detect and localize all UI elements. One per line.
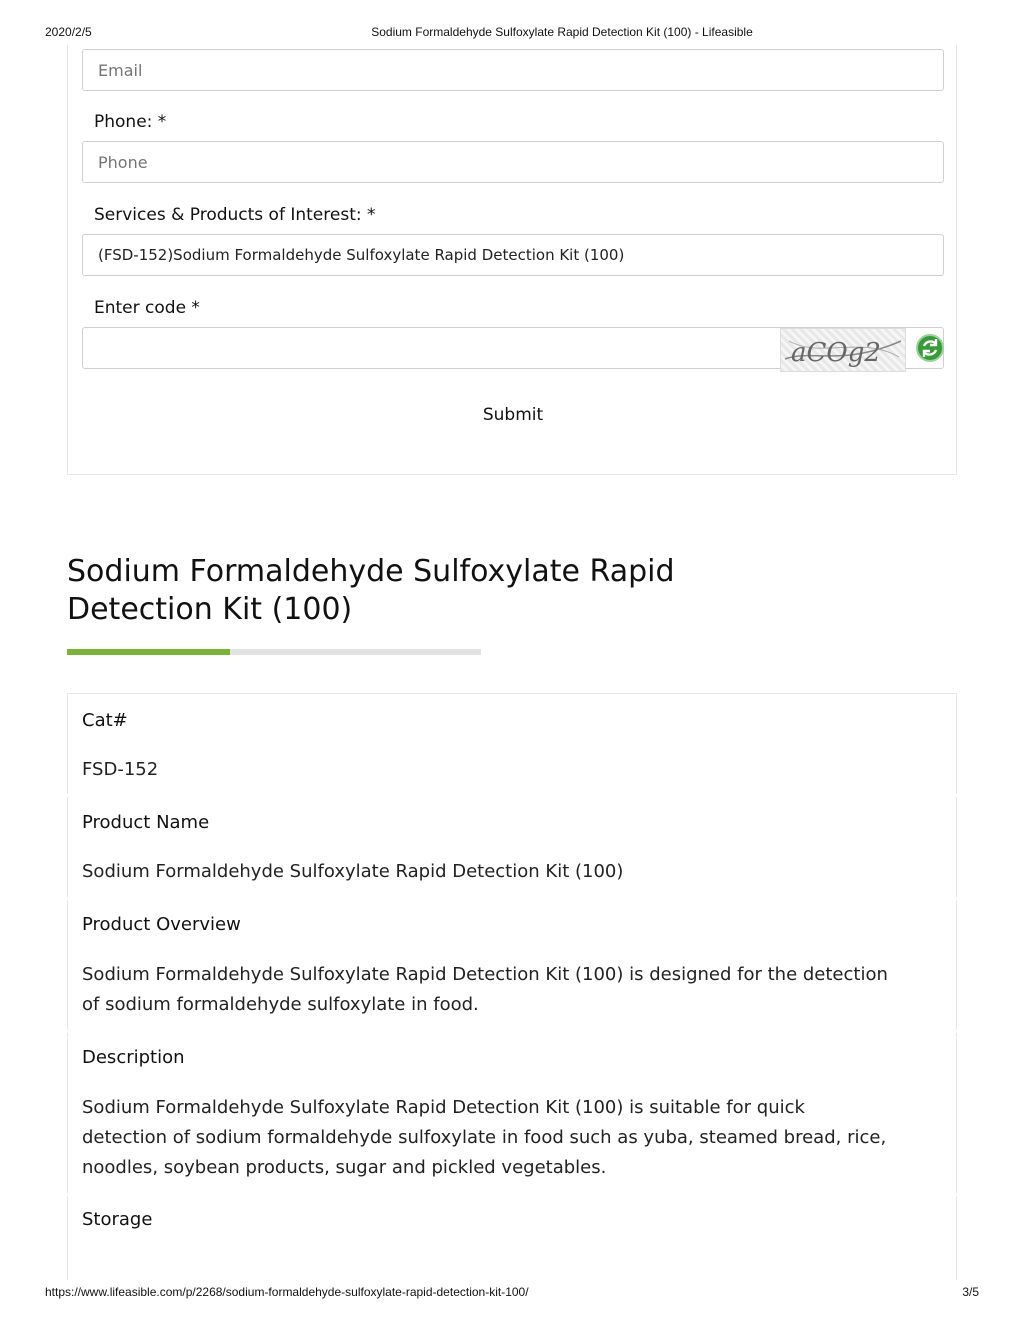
storage-title: Storage (82, 1209, 153, 1230)
services-field[interactable]: (FSD-152)Sodium Formaldehyde Sulfoxylate Rapid Detection Kit (100) (82, 234, 944, 276)
services-label: Services & Products of Interest: * (94, 205, 376, 225)
print-page-number: 3/5 (962, 1285, 979, 1299)
refresh-icon[interactable] (916, 334, 944, 362)
product-title-line2: Detection Kit (100) (67, 592, 353, 627)
submit-button[interactable]: Submit (68, 405, 958, 425)
phone-label: Phone: * (94, 112, 167, 132)
description-title: Description (82, 1047, 185, 1068)
print-date: 2020/2/5 (45, 25, 92, 39)
product-overview-title: Product Overview (82, 914, 241, 935)
description-text (82, 1093, 950, 1183)
overview-line-2: of sodium formaldehyde sulfoxylate in food. (82, 994, 479, 1015)
cat-value: FSD-152 (82, 759, 159, 780)
product-overview-text (82, 960, 950, 1020)
description-line-2: detection of sodium formaldehyde sulfoxylate in food such as yuba, steamed bread, rice, (82, 1127, 887, 1148)
print-page-title: Sodium Formaldehyde Sulfoxylate Rapid Detection Kit (100) - Lifeasible (371, 25, 753, 39)
code-label: Enter code * (94, 298, 200, 318)
product-title-line1: Sodium Formaldehyde Sulfoxylate Rapid (67, 554, 675, 589)
product-name-value: Sodium Formaldehyde Sulfoxylate Rapid Detection Kit (100) (82, 861, 624, 882)
product-name-section (67, 797, 957, 897)
phone-field[interactable] (82, 141, 944, 183)
refresh-arrows-icon (918, 336, 942, 360)
captcha-text: aCOg2 (791, 338, 881, 368)
print-footer (0, 1285, 1024, 1301)
captcha-graphic (781, 329, 905, 371)
description-line-3: noodles, soybean products, sugar and pickled vegetables. (82, 1157, 607, 1178)
product-title (67, 553, 727, 629)
print-url: https://www.lifeasible.com/p/2268/sodium-formaldehyde-sulfoxylate-rapid-detection-kit-100/ (45, 1285, 529, 1299)
title-underline (67, 649, 481, 655)
print-header (0, 25, 1024, 41)
product-name-title: Product Name (82, 812, 210, 833)
product-overview-section (67, 900, 957, 1030)
storage-section (67, 1196, 957, 1280)
email-field[interactable] (82, 49, 944, 91)
title-underline-accent (67, 649, 230, 655)
description-line-1: Sodium Formaldehyde Sulfoxylate Rapid Detection Kit (100) is suitable for quick (82, 1097, 805, 1118)
captcha-image (780, 328, 906, 372)
description-section (67, 1033, 957, 1193)
overview-line-1: Sodium Formaldehyde Sulfoxylate Rapid Detection Kit (100) is designed for the detection (82, 964, 888, 985)
inquiry-form (67, 45, 957, 475)
cat-title: Cat# (82, 710, 128, 731)
cat-section (67, 693, 957, 794)
